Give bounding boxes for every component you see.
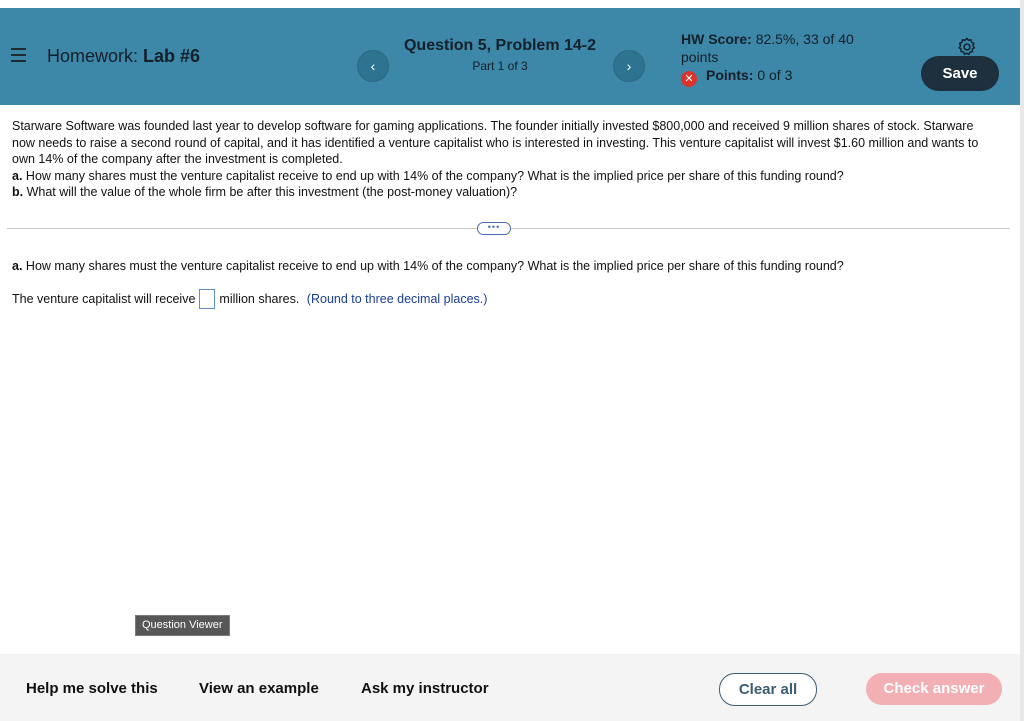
question-part: Part 1 of 3 — [472, 59, 528, 73]
problem-part-a — [12, 168, 997, 185]
top-strip — [0, 0, 1024, 8]
expand-more-button[interactable]: ••• — [477, 222, 511, 235]
part-a-text: How many shares must the venture capitalist receive to end up with 14% of the company? What is the implied price per share of this funding round? — [25, 168, 844, 183]
homework-label: Homework: — [47, 46, 139, 66]
problem-paragraph: Starware Software was founded last year to develop software for gaming applications. The founder initially invested $800,000 and received 9 million shares of stock. Starware now needs to raise a second round of capital, and it has identified a venture capitalist who is interested in investing. This venture capitalist will invest $1.60 million and wants to own 14% of the company after the investment is completed. — [12, 119, 979, 167]
points-status — [681, 67, 792, 87]
hw-score-value: 82.5%, 33 of 40 points — [681, 31, 854, 65]
points-label: Points: — [706, 67, 754, 83]
problem-part-b — [12, 184, 997, 201]
answer-line — [12, 289, 487, 309]
answer-prefix: The venture capitalist will receive — [12, 292, 196, 306]
hw-score-label: HW Score: — [681, 31, 752, 47]
question-title: Question 5, Problem 14-2 — [403, 37, 597, 54]
gear-icon[interactable] — [956, 36, 978, 58]
answer-input[interactable] — [199, 289, 215, 309]
problem-statement — [12, 118, 997, 201]
question-viewer-button[interactable]: Question Viewer — [135, 615, 230, 636]
part-b-label: b. — [12, 185, 24, 200]
check-answer-button[interactable]: Check answer — [866, 673, 1002, 705]
menu-icon[interactable] — [11, 48, 26, 62]
previous-question-button[interactable]: ‹ — [357, 50, 389, 82]
ask-instructor-button[interactable]: Ask my instructor — [361, 680, 489, 697]
header-bar — [0, 8, 1020, 105]
rounding-hint: (Round to three decimal places.) — [306, 292, 488, 306]
save-button[interactable]: Save — [921, 56, 999, 91]
answer-suffix: million shares. — [219, 292, 300, 306]
hw-score — [681, 30, 881, 66]
homework-title — [47, 46, 200, 67]
help-me-solve-button[interactable]: Help me solve this — [26, 680, 158, 697]
part-a-label: a. — [12, 168, 23, 183]
clear-all-button[interactable]: Clear all — [719, 673, 817, 706]
current-part-label: a. — [12, 259, 23, 273]
points-value: 0 of 3 — [757, 67, 793, 83]
current-question — [12, 259, 844, 273]
part-b-text: What will the value of the whole firm be after this investment (the post-money valuation)? — [26, 185, 518, 200]
current-part-text: How many shares must the venture capitalist receive to end up with 14% of the company? What is the implied price per share of this funding round? — [25, 259, 844, 273]
incorrect-x-icon: ✕ — [681, 71, 697, 87]
view-example-button[interactable]: View an example — [199, 680, 319, 697]
window-edge — [1020, 0, 1024, 721]
homework-name: Lab #6 — [143, 46, 201, 66]
next-question-button[interactable]: › — [613, 50, 645, 82]
